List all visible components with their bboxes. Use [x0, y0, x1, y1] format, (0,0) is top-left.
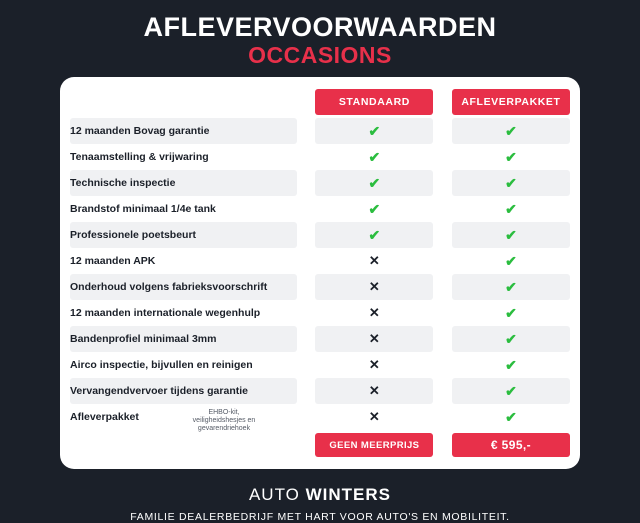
afleverpakket-mark-cell: [452, 170, 570, 196]
table-row: [70, 248, 570, 274]
table-row: [70, 300, 570, 326]
feature-label-cell: [70, 274, 297, 300]
page-subtitle: OCCASIONS: [248, 42, 392, 68]
gap: [433, 170, 452, 196]
feature-label: Afleverpakket: [70, 411, 139, 423]
brand-name: [130, 485, 510, 505]
gap: [433, 118, 452, 144]
check-icon: ✔: [505, 174, 517, 191]
table-row: [70, 404, 570, 430]
row-note: EHBO-kit, veiligheidshesjes en gevarendriehoek: [192, 409, 256, 432]
feature-label: Vervangendvervoer tijdens garantie: [70, 385, 248, 397]
check-icon: ✔: [505, 408, 517, 425]
standaard-mark-cell: [315, 326, 433, 352]
table-row: [70, 222, 570, 248]
gap: [297, 196, 316, 222]
standaard-mark-cell: [315, 170, 433, 196]
check-icon: ✔: [505, 382, 517, 399]
right-letterbox-bar: [626, 0, 640, 480]
gap: [433, 352, 452, 378]
table-row: [70, 274, 570, 300]
cross-icon: ✕: [368, 357, 380, 372]
afleverpakket-mark-cell: [452, 300, 570, 326]
standaard-mark-cell: [315, 352, 433, 378]
check-icon: ✔: [505, 252, 517, 269]
feature-label: 12 maanden Bovag garantie: [70, 125, 210, 137]
standaard-mark-cell: [315, 118, 433, 144]
gap: [297, 274, 316, 300]
gap: [433, 144, 452, 170]
check-icon: ✔: [368, 174, 381, 191]
footer-spacer: [70, 433, 297, 457]
afleverpakket-mark-cell: [452, 196, 570, 222]
gap: [433, 326, 452, 352]
gap: [433, 274, 452, 300]
gap: [297, 170, 316, 196]
table-row: [70, 352, 570, 378]
comparison-table: [70, 89, 570, 457]
table-row: [70, 170, 570, 196]
cross-icon: ✕: [368, 279, 380, 294]
check-icon: ✔: [505, 330, 517, 347]
comparison-card: [60, 77, 580, 469]
gap: [433, 300, 452, 326]
standaard-mark-cell: [315, 300, 433, 326]
gap: [433, 404, 452, 430]
standaard-mark-cell: [315, 248, 433, 274]
gap: [297, 326, 316, 352]
afleverpakket-mark-cell: [452, 118, 570, 144]
cross-icon: ✕: [368, 383, 380, 398]
standaard-mark-cell: [315, 378, 433, 404]
feature-label-cell: [70, 222, 297, 248]
afleverpakket-mark-cell: [452, 404, 570, 430]
feature-label: Professionele poetsbeurt: [70, 229, 197, 241]
page-title: AFLEVERVOORWAARDEN: [143, 12, 497, 42]
afleverpakket-mark-cell: [452, 378, 570, 404]
gap: [297, 433, 316, 457]
gap: [297, 222, 316, 248]
standaard-mark-cell: [315, 274, 433, 300]
check-icon: ✔: [368, 148, 381, 165]
table-row: [70, 326, 570, 352]
column-header-standaard: STANDAARD: [315, 89, 433, 115]
gap: [433, 196, 452, 222]
feature-label-cell: [70, 300, 297, 326]
feature-label-cell: [70, 196, 297, 222]
feature-label: Airco inspectie, bijvullen en reinigen: [70, 359, 253, 371]
standaard-mark-cell: [315, 222, 433, 248]
cross-icon: ✕: [368, 253, 380, 268]
brand-block: [130, 485, 510, 523]
feature-label-cell: [70, 352, 297, 378]
table-row: [70, 378, 570, 404]
table-header-row: [70, 89, 570, 115]
price-afleverpakket: € 595,-: [452, 433, 570, 457]
feature-label: Tenaamstelling & vrijwaring: [70, 151, 209, 163]
feature-label: Technische inspectie: [70, 177, 176, 189]
check-icon: ✔: [368, 122, 381, 139]
afleverpakket-mark-cell: [452, 248, 570, 274]
feature-label-cell: [70, 248, 297, 274]
gap: [297, 300, 316, 326]
price-standaard: GEEN MEERPRIJS: [315, 433, 433, 457]
gap: [297, 404, 316, 430]
gap: [433, 433, 452, 457]
afleverpakket-mark-cell: [452, 274, 570, 300]
feature-label-cell: [70, 170, 297, 196]
table-row: [70, 144, 570, 170]
cross-icon: ✕: [368, 331, 380, 346]
gap: [433, 378, 452, 404]
table-row: [70, 196, 570, 222]
cross-icon: ✕: [368, 409, 380, 424]
brand-name-light: AUTO: [248, 485, 306, 504]
cross-icon: ✕: [368, 305, 380, 320]
gap: [433, 222, 452, 248]
check-icon: ✔: [505, 304, 517, 321]
check-icon: ✔: [505, 278, 517, 295]
gap: [297, 118, 316, 144]
gap: [297, 352, 316, 378]
feature-label: Brandstof minimaal 1/4e tank: [70, 203, 216, 215]
feature-label-cell: [70, 144, 297, 170]
gap: [297, 89, 316, 115]
feature-label-cell: [70, 326, 297, 352]
column-header-afleverpakket: AFLEVERPAKKET: [452, 89, 570, 115]
afleverpakket-mark-cell: [452, 222, 570, 248]
brand-tagline: FAMILIE DEALERBEDRIJF MET HART VOOR AUTO'S EN MOBILITEIT.: [130, 511, 510, 523]
gap: [297, 378, 316, 404]
standaard-mark-cell: [315, 404, 433, 430]
header-spacer: [70, 89, 297, 115]
afleverpakket-mark-cell: [452, 144, 570, 170]
check-icon: ✔: [368, 200, 381, 217]
table-footer-row: [70, 433, 570, 457]
table-row: [70, 118, 570, 144]
brand-name-bold: WINTERS: [305, 485, 391, 504]
feature-label: 12 maanden internationale wegenhulp: [70, 307, 261, 319]
gap: [297, 248, 316, 274]
check-icon: ✔: [505, 200, 517, 217]
standaard-mark-cell: [315, 144, 433, 170]
feature-label-cell: [70, 118, 297, 144]
feature-label-cell: [70, 378, 297, 404]
check-icon: ✔: [505, 148, 517, 165]
left-letterbox-bar: [0, 0, 14, 480]
check-icon: ✔: [368, 226, 381, 243]
afleverpakket-mark-cell: [452, 326, 570, 352]
standaard-mark-cell: [315, 196, 433, 222]
feature-label: 12 maanden APK: [70, 255, 156, 267]
feature-label: Bandenprofiel minimaal 3mm: [70, 333, 217, 345]
gap: [433, 248, 452, 274]
afleverpakket-mark-cell: [452, 352, 570, 378]
gap: [297, 144, 316, 170]
check-icon: ✔: [505, 356, 517, 373]
check-icon: ✔: [505, 122, 517, 139]
poster-header: [0, 0, 640, 68]
gap: [433, 89, 452, 115]
check-icon: ✔: [505, 226, 517, 243]
feature-label: Onderhoud volgens fabrieksvoorschrift: [70, 281, 268, 293]
feature-label-cell: [70, 404, 297, 430]
